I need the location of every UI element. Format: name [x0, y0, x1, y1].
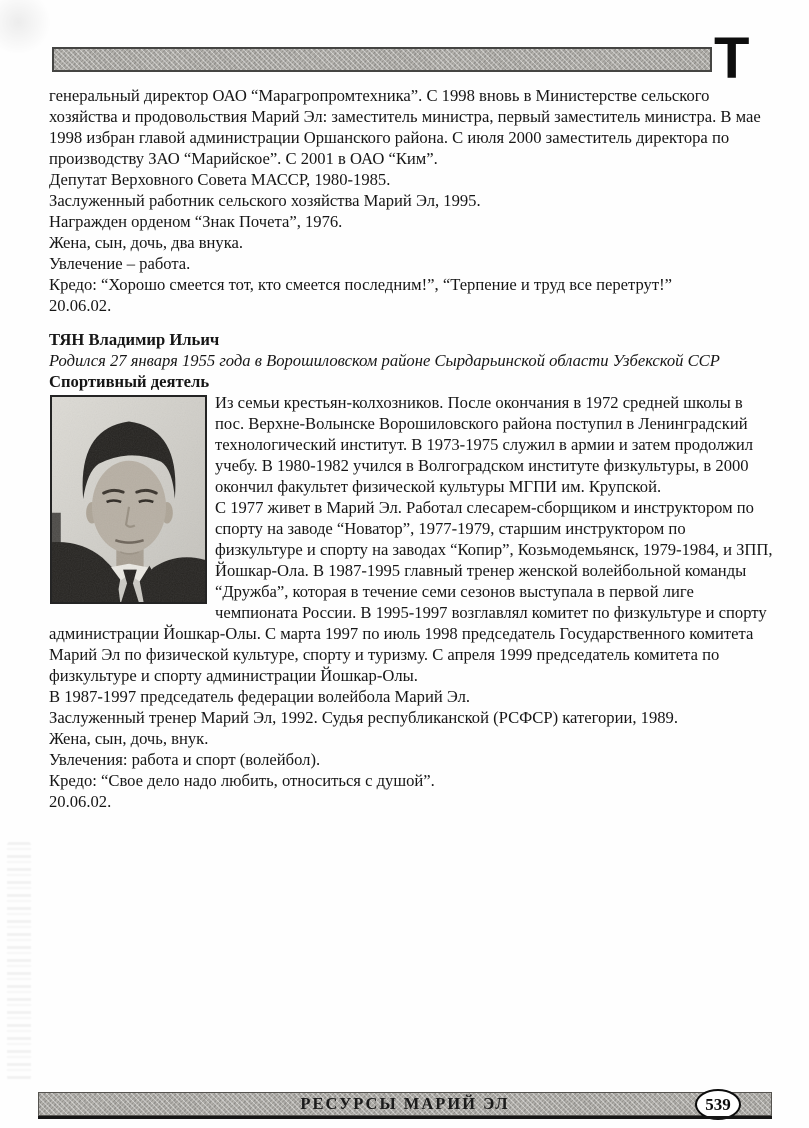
page-content: [49, 85, 773, 812]
entry-category: Спортивный деятель: [49, 372, 210, 391]
entry-date: 20.06.02.: [49, 792, 112, 811]
paragraph: Увлечение – работа.: [49, 254, 191, 273]
page-number: 539: [705, 1094, 731, 1114]
entry-tyan: [49, 329, 773, 812]
section-header-bar: [52, 47, 712, 72]
entry-biography: [49, 392, 773, 812]
entry-birth-line: Родился 27 января 1955 года в Ворошиловском районе Сырдарьинской области Узбекской ССР: [49, 351, 720, 370]
paragraph: Кредо: “Хорошо смеется тот, кто смеется последним!”, “Терпение и труд все перетрут!”: [49, 275, 672, 294]
section-letter: Т: [714, 26, 750, 91]
page-footer-bar: [38, 1092, 772, 1116]
page-bleed-artifact: [7, 842, 31, 1080]
previous-entry-continuation: [49, 85, 773, 316]
footer-underline: [38, 1116, 772, 1119]
bio-paragraph: Увлечения: работа и спорт (волейбол).: [49, 750, 321, 769]
scan-smudge-artifact: [0, 0, 52, 56]
bio-paragraph: Жена, сын, дочь, внук.: [49, 729, 209, 748]
paragraph: Заслуженный работник сельского хозяйства Марий Эл, 1995.: [49, 191, 481, 210]
bio-paragraph: В 1987-1997 председатель федерации волейбола Марий Эл.: [49, 687, 471, 706]
paragraph: Жена, сын, дочь, два внука.: [49, 233, 244, 252]
footer-title: РЕСУРСЫ МАРИЙ ЭЛ: [300, 1094, 510, 1113]
bio-paragraph: С 1977 живет в Марий Эл. Работал слесарем-сборщиком и инструктором по спорту на заводе “Новатор”, 1977-1979, старшим инструктором по физкультуре и спорту на заводах “Копир”, Козьмодемьянск, 1979-1984, и ЗПП, Йошкар-Ола. В 1987-1995 главный тренер женской волейбольной команды “Дружба”, которая в течение семи сезонов выступала в первой лиге чемпионата России. В 1995-1997 возглавлял комитет по физкультуре и спорту администрации Йошкар-Олы. С марта 1997 по июль 1998 председатель Государственного комитета Марий Эл по физической культуре, спорту и туризму. С апреля 1999 председатель комитета по физкультуре и спорту администрации Йошкар-Олы.: [49, 498, 773, 685]
bio-paragraph: Кредо: “Свое дело надо любить, относиться с душой”.: [49, 771, 435, 790]
bio-paragraph: Из семьи крестьян-колхозников. После окончания в 1972 средней школы в пос. Верхне-Волынске Ворошиловского района поступил в Ленинградский технологический институт. В 1973-1975 служил в армии и затем продолжил учебу. В 1980-1982 учился в Волгоградском институте физкультуры, в 2000 окончил факультет физической культуры МГПИ им. Крупской.: [215, 393, 754, 496]
paragraph: Депутат Верховного Совета МАССР, 1980-1985.: [49, 170, 391, 189]
entry-name: ТЯН Владимир Ильич: [49, 330, 220, 349]
paragraph: Награжден орденом “Знак Почета”, 1976.: [49, 212, 343, 231]
entry-date: 20.06.02.: [49, 296, 112, 315]
portrait-photo: [50, 395, 207, 604]
paragraph: генеральный директор ОАО “Марагропромтехника”. С 1998 вновь в Министерстве сельского хозяйства и продовольствия Марий Эл: заместитель министра, первый заместитель министра. В мае 1998 избран главой администрации Оршанского района. С июля 2000 заместитель директора по производству ЗАО “Марийское”. С 2001 в ОАО “Ким”.: [49, 86, 761, 168]
portrait-photo-image: [52, 397, 205, 602]
bio-paragraph: Заслуженный тренер Марий Эл, 1992. Судья республиканской (РСФСР) категории, 1989.: [49, 708, 678, 727]
